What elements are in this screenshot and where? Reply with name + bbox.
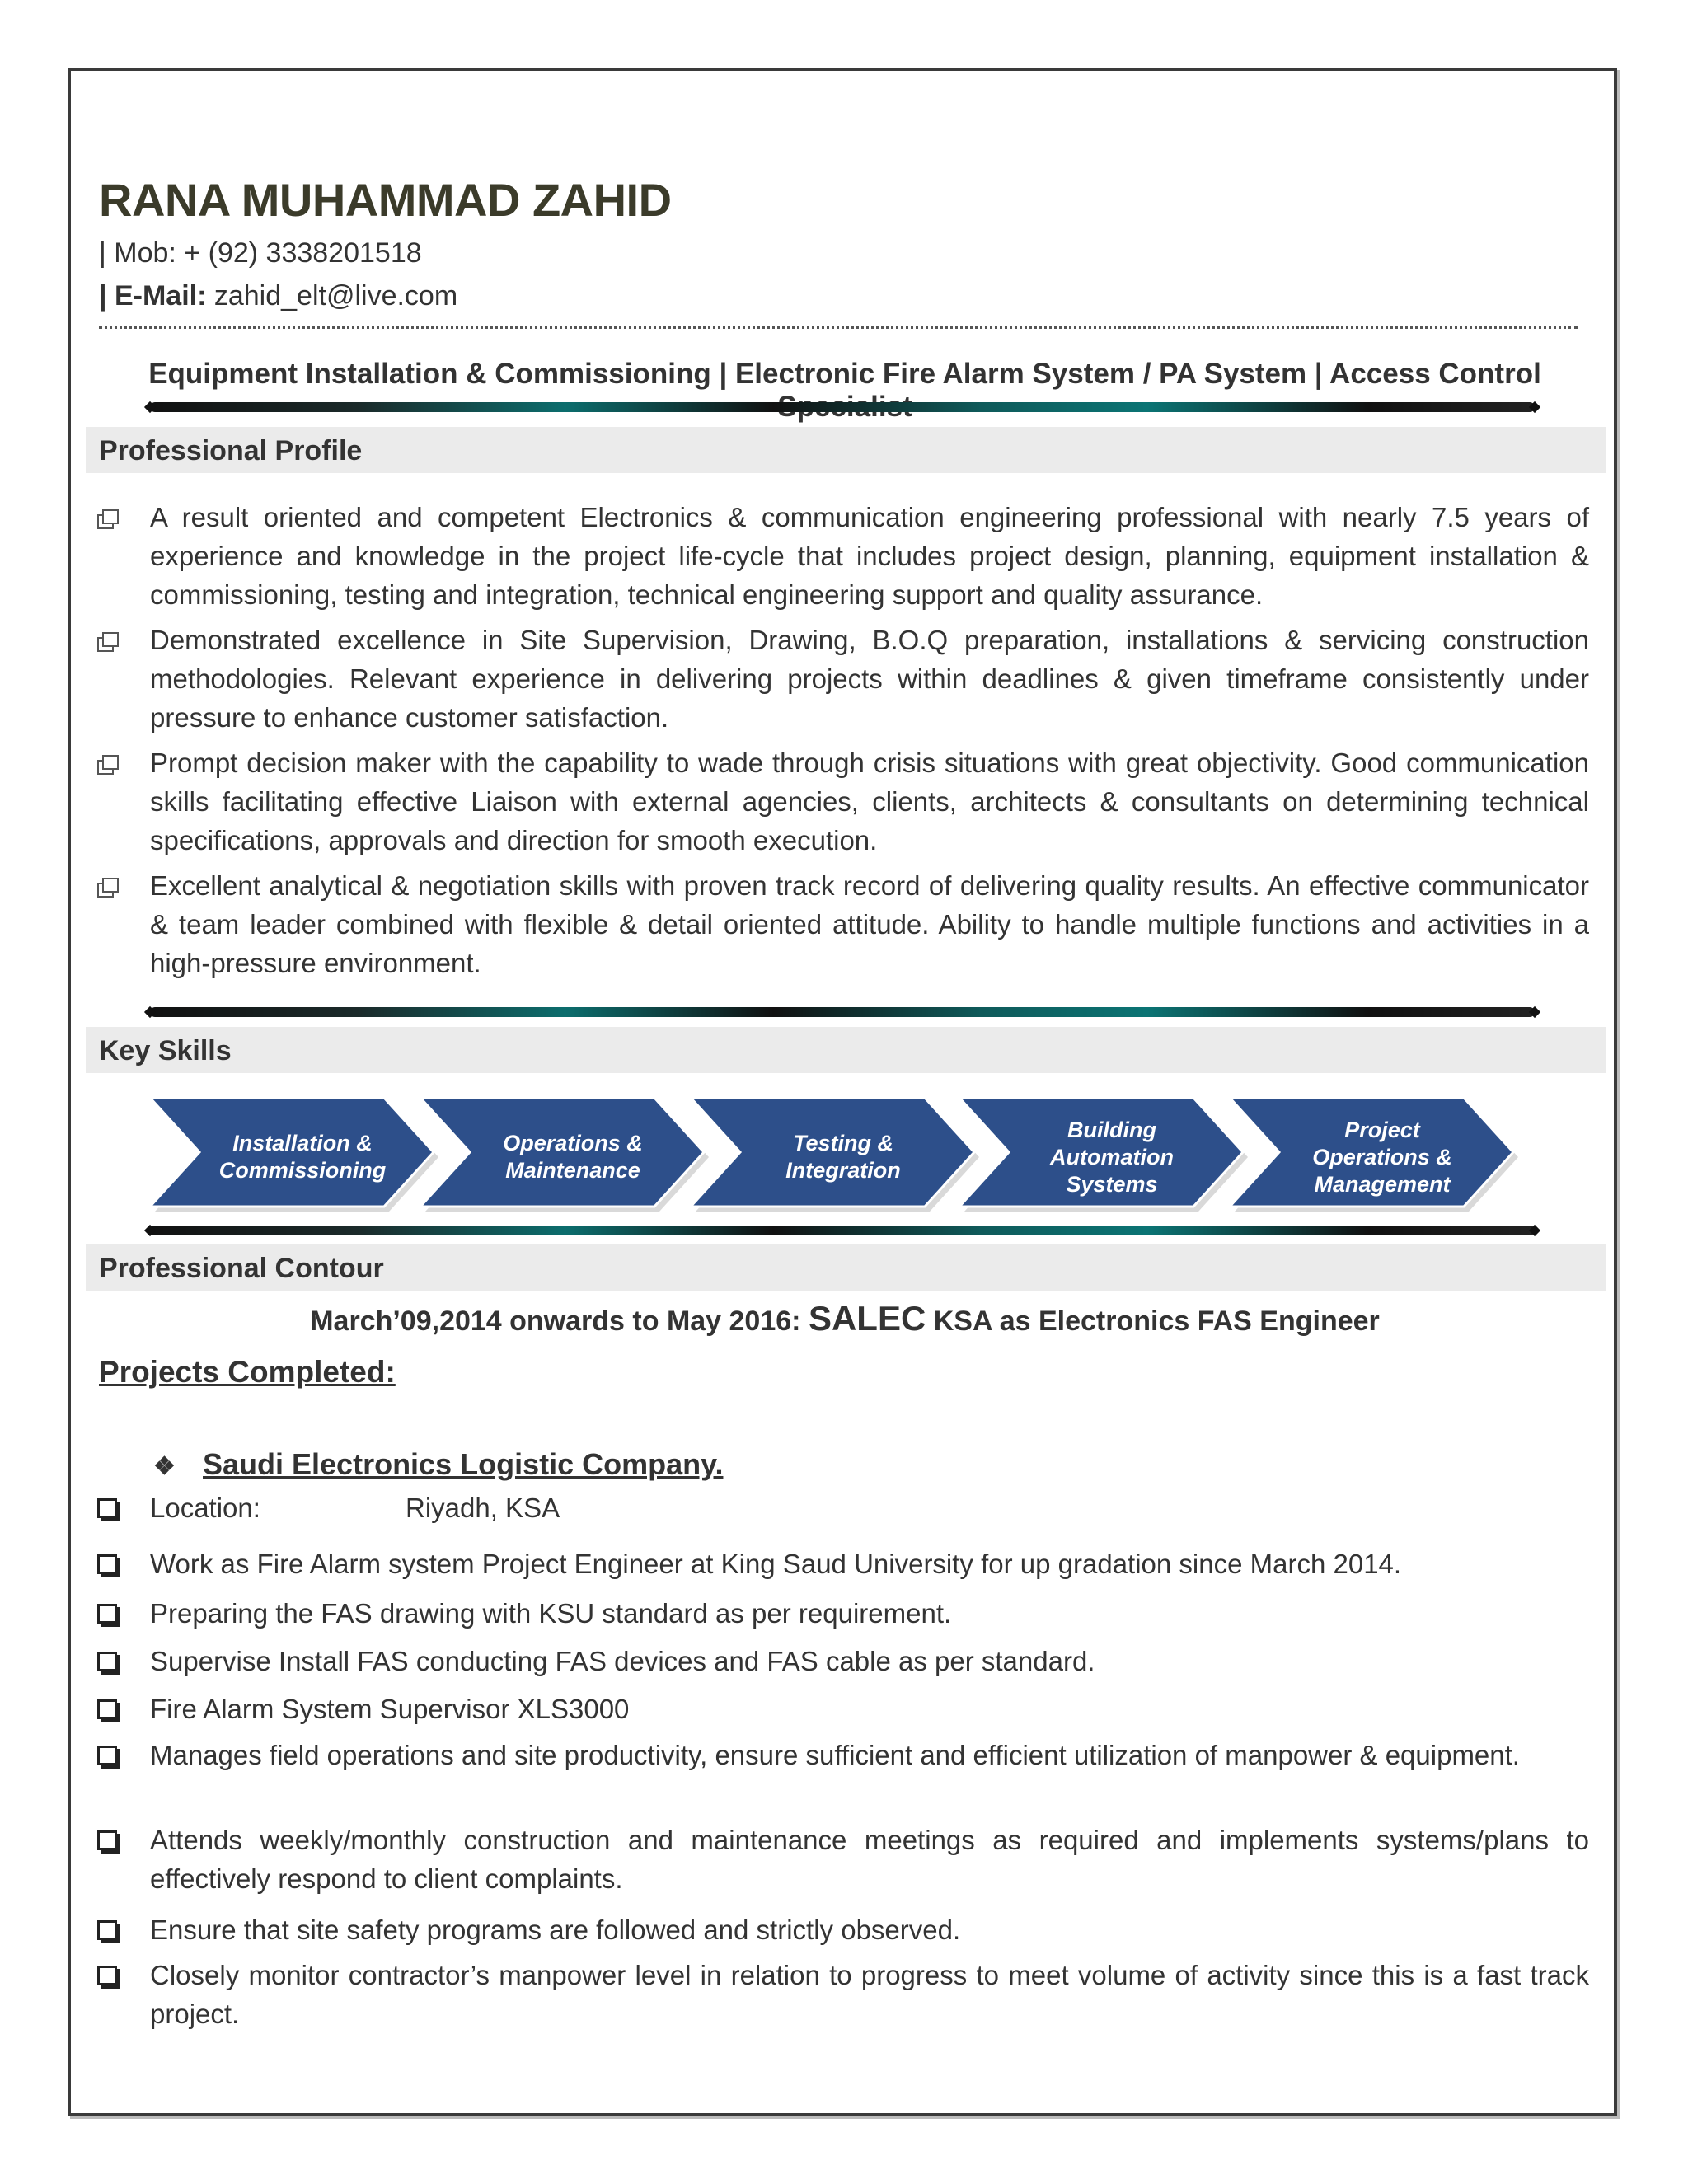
section-title: Professional Contour (99, 1253, 384, 1284)
projects-heading: Projects Completed: (99, 1355, 396, 1389)
company-heading (153, 1447, 723, 1482)
role-company: SALEC (808, 1299, 926, 1338)
skill-label: Building Automation Systems (1050, 1117, 1174, 1197)
box-bullet-icon (97, 509, 119, 527)
box-bullet-icon (97, 878, 119, 896)
square-bullet-icon (97, 1554, 117, 1574)
duty-text: Attends weekly/monthly construction and maintenance meetings as required and implements systems/plans to effectively respond to client complaints. (150, 1825, 1589, 1894)
skill-chevron (959, 1096, 1256, 1218)
duty-item (97, 1956, 1589, 2033)
square-bullet-icon (97, 1966, 117, 1985)
section-header-profile (86, 427, 1606, 473)
location-line (150, 1488, 1589, 1527)
skill-label: Testing & Integration (785, 1131, 901, 1183)
square-bullet-icon (97, 1652, 117, 1671)
duty-text: Fire Alarm System Supervisor XLS3000 (150, 1694, 630, 1724)
section-header-skills (86, 1027, 1606, 1073)
profile-bullet (97, 621, 1589, 737)
mobile-value: + (92) 3338201518 (184, 237, 422, 269)
skill-chevron (691, 1096, 987, 1218)
section-header-contour (86, 1244, 1606, 1291)
duty-item (97, 1910, 1589, 1949)
role-dates: March’09,2014 onwards to May 2016: (310, 1305, 801, 1337)
email-value[interactable]: zahid_elt@live.com (213, 280, 458, 312)
company-name: Saudi Electronics Logistic Company. (203, 1447, 724, 1481)
role-line (82, 1299, 1607, 1338)
email-line (99, 280, 457, 312)
square-bullet-icon (97, 1604, 117, 1624)
skill-chevron (420, 1096, 717, 1218)
profile-bullet-text: A result oriented and competent Electronics & communication engineering professional with nearly 7.5 years of experience and knowledge in the project life-cycle that includes project design, planning, equipment installation & commissioning, testing and integration, technical engineering support and quality assurance. (150, 502, 1589, 610)
duty-text: Ensure that site safety programs are followed and strictly observed. (150, 1915, 961, 1945)
skill-chevron (1230, 1096, 1526, 1218)
profile-bullet-text: Prompt decision maker with the capability to wade through crisis situations with great objectivity. Good communication skills facilitating effective Liaison with external agencies, clients, architects & consultants on determining technical specifications, approvals and direction for smooth execution. (150, 748, 1589, 855)
skill-chevron (150, 1096, 447, 1218)
candidate-name: RANA MUHAMMAD ZAHID (99, 174, 672, 226)
duty-text: Preparing the FAS drawing with KSU standard as per requirement. (150, 1598, 952, 1629)
duty-item (97, 1594, 1589, 1633)
mobile-label: | Mob: (99, 237, 176, 269)
profile-bullet (97, 866, 1589, 982)
diamond-bullet-icon: ❖ (153, 1453, 176, 1480)
profile-bullet-text: Demonstrated excellence in Site Supervision, Drawing, B.O.Q preparation, installations & servicing construction methodologies. Relevant experience in delivering projects within deadlines & given timeframe consistently under pressure to enhance customer satisfaction. (150, 625, 1589, 733)
location-value: Riyadh, KSA (406, 1493, 560, 1523)
box-bullet-icon (97, 632, 119, 650)
divider (150, 1007, 1535, 1017)
square-bullet-icon (97, 1699, 117, 1719)
skill-label: Project Operations & Management (1312, 1117, 1452, 1197)
divider (150, 1226, 1535, 1235)
box-bullet-icon (97, 755, 119, 773)
mobile-line (99, 237, 422, 269)
profile-bullet (97, 743, 1589, 860)
duty-text: Closely monitor contractor’s manpower level in relation to progress to meet volume of activity since this is a fast track project. (150, 1960, 1589, 2029)
square-bullet-icon (97, 1830, 117, 1850)
duty-item (97, 1690, 1589, 1728)
duty-item (97, 1544, 1589, 1583)
profile-bullet (97, 498, 1589, 614)
location-row (97, 1488, 1589, 1527)
duty-text: Supervise Install FAS conducting FAS devices and FAS cable as per standard. (150, 1646, 1095, 1676)
tagline: Equipment Installation & Commissioning | Electronic Fire Alarm System / PA System | Access Control (148, 358, 1541, 390)
square-bullet-icon (97, 1498, 117, 1518)
skill-label: Operations & Maintenance (503, 1131, 643, 1183)
role-title: KSA as Electronics FAS Engineer (933, 1305, 1380, 1337)
duty-text: Work as Fire Alarm system Project Engineer at King Saud University for up gradation since March 2014. (150, 1549, 1402, 1579)
section-title: Key Skills (99, 1035, 232, 1066)
duty-text: Manages field operations and site productivity, ensure sufficient and efficient utilization of manpower & equipment. (150, 1740, 1520, 1770)
duty-item (97, 1736, 1589, 1774)
dotted-separator (99, 326, 1578, 329)
location-label: Location: (150, 1493, 260, 1523)
duty-item (97, 1821, 1589, 1898)
square-bullet-icon (97, 1920, 117, 1940)
section-title: Professional Profile (99, 435, 363, 466)
duty-item (97, 1642, 1589, 1680)
skill-label: Installation & Commissioning (218, 1131, 387, 1183)
divider (150, 402, 1535, 412)
profile-bullet-text: Excellent analytical & negotiation skills with proven track record of delivering quality results. An effective communicator & team leader combined with flexible & detail oriented attitude. Ability to handle multiple functions and activities in a high-pressure environment. (150, 870, 1589, 978)
email-label: | E-Mail: (99, 280, 207, 312)
square-bullet-icon (97, 1746, 117, 1765)
